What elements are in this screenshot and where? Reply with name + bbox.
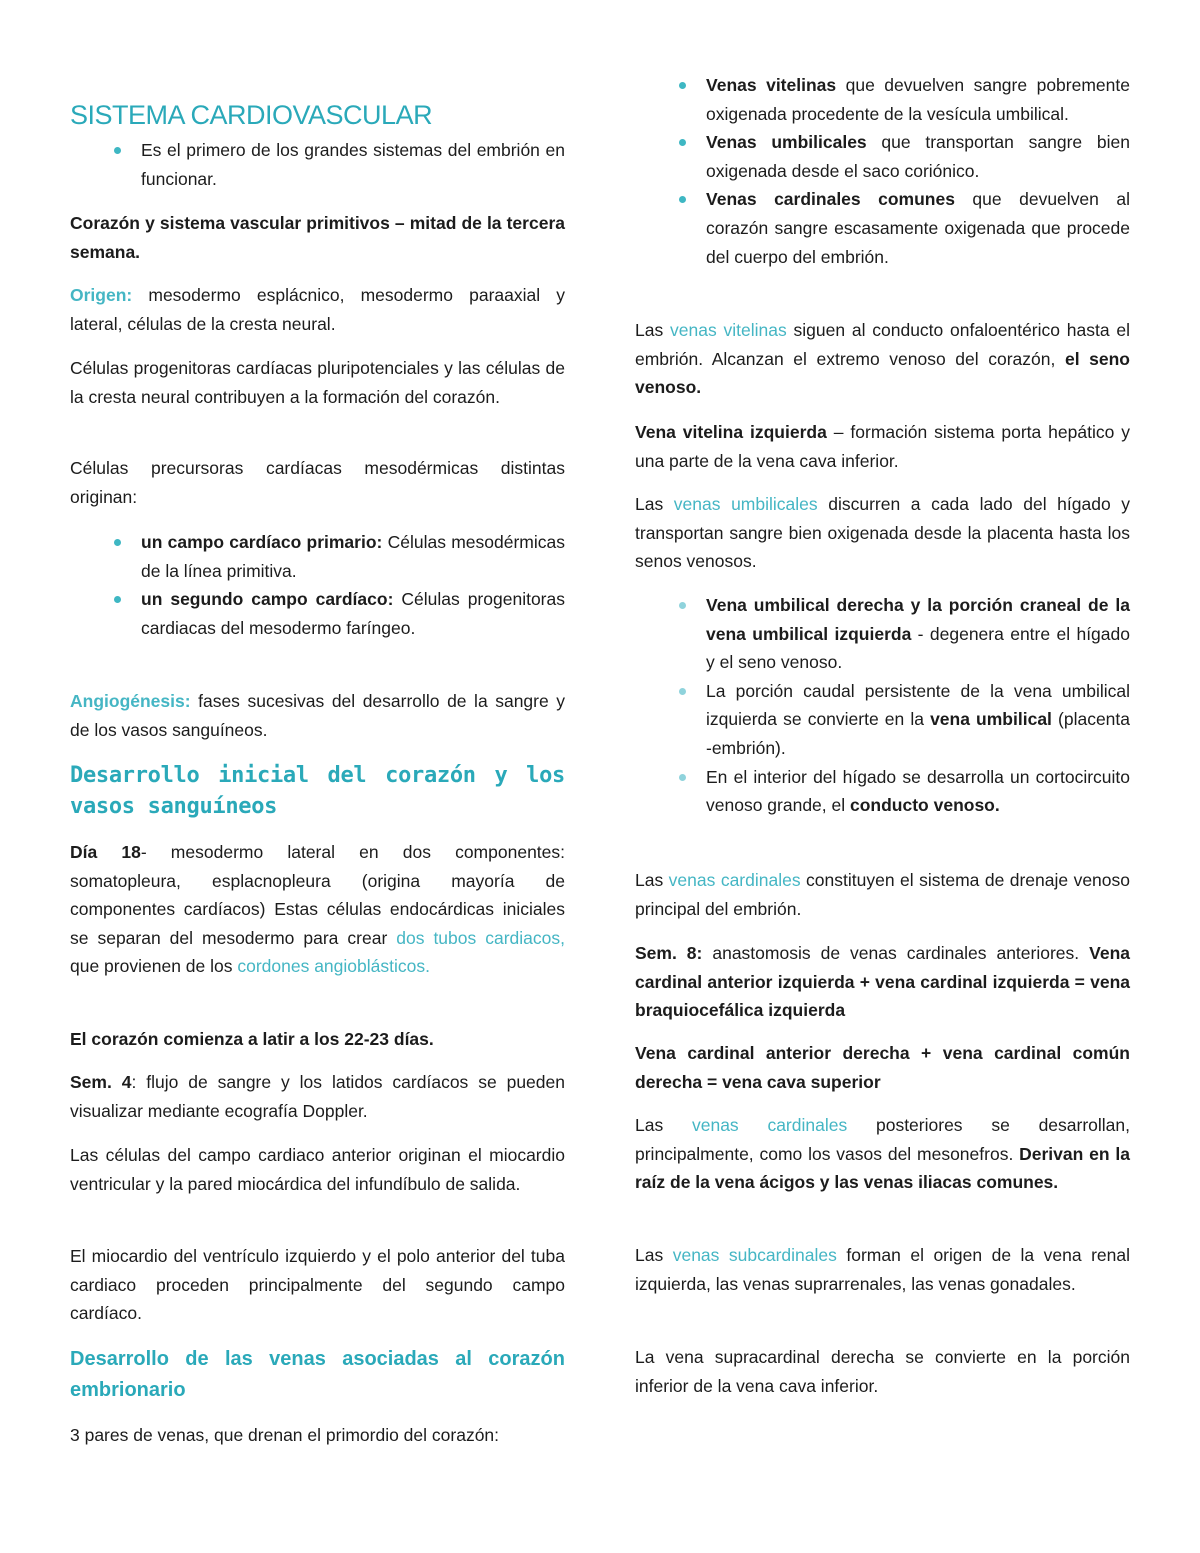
paragraph-angiogenesis: Angiogénesis: fases sucesivas del desarrollo de la sangre y de los vasos sanguíneos. (70, 691, 565, 740)
umbilical-list (635, 591, 1130, 820)
paragraph-venas-vitelinas: Las venas vitelinas siguen al conducto onfaloentérico hasta el embrión. Alcanzan el extremo venoso del corazón, el seno venoso. (635, 320, 1130, 398)
paragraph-vitelina-izquierda: Vena vitelina izquierda – formación sistema porta hepático y una parte de la vena cava inferior. (635, 422, 1130, 471)
list-item: En el interior del hígado se desarrolla un cortocircuito venoso grande, el conducto venoso. (605, 763, 1130, 820)
list-item: Venas cardinales comunes que devuelven al corazón sangre escasamente oxigenada que procede del cuerpo del embrión. (605, 185, 1130, 271)
heading-desarrollo-inicial: Desarrollo inicial del corazón y los vasos sanguíneos (70, 763, 565, 819)
paragraph-origen: Origen: mesodermo esplácnico, mesodermo paraaxial y lateral, células de la cresta neural. (70, 285, 565, 334)
paragraph-campo-anterior: Las células del campo cardiaco anterior originan el miocardio ventricular y la pared miocárdica del infundíbulo de salida. (70, 1145, 565, 1194)
bullet-icon (679, 688, 686, 695)
campos-list (70, 528, 565, 642)
bullet-icon (114, 147, 121, 154)
bullet-icon (679, 602, 686, 609)
intro-list (70, 136, 565, 193)
paragraph-celulas-progenitoras: Células progenitoras cardíacas pluripotenciales y las células de la cresta neural contribuyen a la formación del corazón. (70, 358, 565, 407)
list-item: Vena umbilical derecha y la porción craneal de la vena umbilical izquierda - degenera entre el hígado y el seno venoso. (605, 591, 1130, 677)
bullet-icon (679, 196, 686, 203)
bullet-icon (679, 139, 686, 146)
list-item: un campo cardíaco primario: Células mesodérmicas de la línea primitiva. (40, 528, 565, 585)
bullet-icon (679, 82, 686, 89)
paragraph-supracardinal: La vena supracardinal derecha se convierte en la porción inferior de la vena cava inferior. (635, 1347, 1130, 1396)
heading-desarrollo-venas: Desarrollo de las venas asociadas al corazón embrionario (70, 1348, 565, 1401)
paragraph-pares-venas: 3 pares de venas, que drenan el primordio del corazón: (70, 1425, 500, 1445)
list-item: La porción caudal persistente de la vena umbilical izquierda se convierte en la vena umbilical (placenta -embrión). (605, 677, 1130, 763)
paragraph-corazon: Corazón y sistema vascular primitivos – mitad de la tercera semana. (70, 213, 565, 262)
paragraph-venas-cardinales: Las venas cardinales constituyen el sistema de drenaje venoso principal del embrión. (635, 870, 1131, 919)
bullet-icon (114, 596, 121, 603)
paragraph-cardinales-posteriores: Las venas cardinales posteriores se desarrollan, principalmente, como los vasos del mesonefros. Derivan en la raíz de la vena ácigos y las venas iliacas comunes. (635, 1115, 1131, 1193)
paragraph-sem8: Sem. 8: anastomosis de venas cardinales anteriores. Vena cardinal anterior izquierda + vena cardinal izquierda = vena braquiocefálica izquierda (635, 943, 1130, 1021)
list-item: Venas umbilicales que transportan sangre bien oxigenada desde el saco coriónico. (605, 128, 1130, 185)
list-item: Es el primero de los grandes sistemas del embrión en funcionar. (40, 136, 565, 193)
paragraph-subcardinales: Las venas subcardinales forman el origen de la vena renal izquierda, las venas suprarrenales, las venas gonadales. (635, 1245, 1131, 1294)
paragraph-sem4: Sem. 4: flujo de sangre y los latidos cardíacos se pueden visualizar mediante ecografía Doppler. (70, 1072, 565, 1121)
paragraph-cava-superior: Vena cardinal anterior derecha + vena cardinal común derecha = vena cava superior (635, 1043, 1130, 1092)
paragraph-latir: El corazón comienza a latir a los 22-23 días. (70, 1029, 434, 1049)
venas-list (635, 71, 1130, 271)
paragraph-dia18: Día 18- mesodermo lateral en dos componentes: somatopleura, esplacnopleura (origina mayoría de componentes cardíacos) Estas células endocárdicas iniciales se separan del mesodermo para crear dos tubos cardiacos, que provienen de los cordones angioblásticos. (70, 842, 566, 977)
list-item: Venas vitelinas que devuelven sangre pobremente oxigenada procedente de la vesícula umbilical. (605, 71, 1130, 128)
page-title: SISTEMA CARDIOVASCULAR (70, 100, 433, 130)
list-item: un segundo campo cardíaco: Células progenitoras cardiacas del mesodermo faríngeo. (40, 585, 565, 642)
paragraph-precursoras: Células precursoras cardíacas mesodérmicas distintas originan: (70, 458, 565, 507)
paragraph-miocardio: El miocardio del ventrículo izquierdo y el polo anterior del tuba cardiaco proceden principalmente del segundo campo cardíaco. (70, 1246, 565, 1324)
bullet-icon (114, 539, 121, 546)
paragraph-venas-umbilicales: Las venas umbilicales discurren a cada lado del hígado y transportan sangre bien oxigenada desde la placenta hasta los senos venosos. (635, 494, 1131, 572)
bullet-icon (679, 774, 686, 781)
